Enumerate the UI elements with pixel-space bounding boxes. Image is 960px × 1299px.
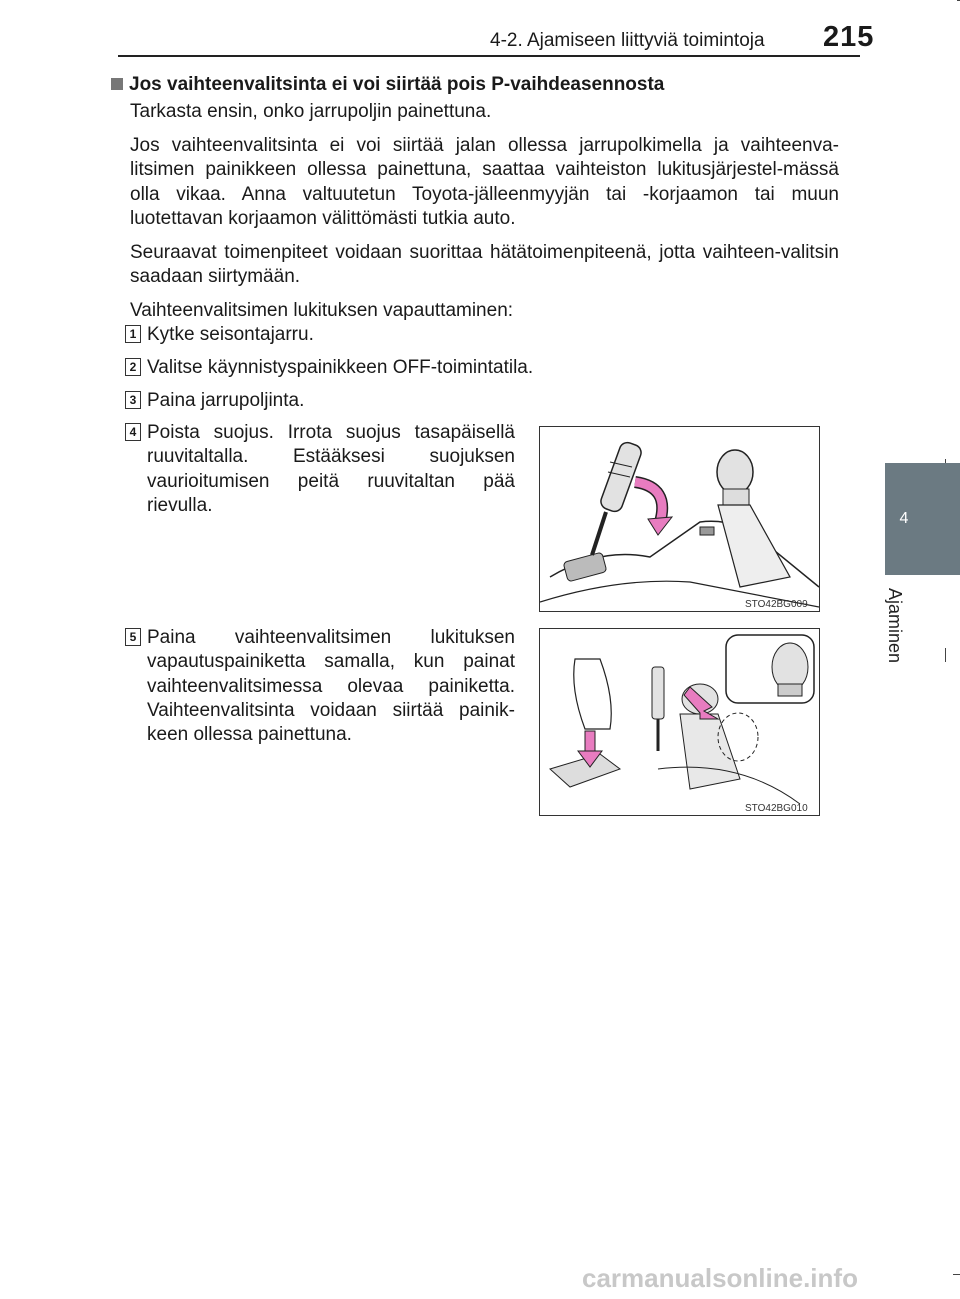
paragraph: Tarkasta ensin, onko jarrupoljin painettuna.: [130, 101, 492, 122]
step-text: Poista suojus. Irrota suojus tasapäisellä ruuvitaltalla. Estääksesi suojuksen vaurioitumisen peitä ruuvitaltan pää rievulla.: [147, 422, 515, 516]
paragraph: Vaihteenvalitsimen lukituksen vapauttaminen:: [130, 300, 514, 321]
step-text: Paina jarrupoljinta.: [147, 390, 305, 411]
figure-code: STO42BG009: [745, 599, 808, 610]
page-number: 215: [823, 21, 875, 53]
paragraph: Jos vaihteenvalitsinta ei voi siirtää jalan ollessa jarrupolkimella ja vaihteenva-litsimen painikkeen ollessa painettuna, saattaa vaihteiston lukitusjärjestel-mässä olla vikaa. Anna valtuutetun Toyota-jälleenmyyjän tai -korjaamon tai muun luotettavan korjaamon välittömästi tutkia auto.: [130, 135, 839, 229]
step-number: 5: [125, 628, 141, 646]
shift-lock-release-illustration: [540, 629, 819, 815]
subsection-heading-text: Jos vaihteenvalitsinta ei voi siirtää pois P-vaihdeasennosta: [129, 74, 665, 95]
step-number: 3: [125, 391, 141, 409]
figure-screwdriver-cover: [539, 426, 820, 612]
footer-watermark: carmanualsonline.info: [582, 1263, 858, 1293]
step-text: Valitse käynnistyspainikkeen OFF-toimintatila.: [147, 357, 534, 378]
step-number: 2: [125, 358, 141, 376]
square-bullet-icon: [111, 78, 123, 90]
crop-mark: [953, 1274, 960, 1275]
screwdriver-cover-illustration: [540, 427, 819, 611]
crop-mark: [945, 648, 946, 662]
step-text: Kytke seisontajarru.: [147, 324, 314, 345]
figure-shift-lock-release: [539, 628, 820, 816]
chapter-tab-label: Ajaminen: [885, 588, 905, 664]
step-text: Paina vaihteenvalitsimen lukituksen vapautuspainiketta samalla, kun painat vaihteenvalitsimessa olevaa painiketta. Vaihteenvalitsinta voidaan siirtää painik-keen ollessa painettuna.: [147, 627, 515, 746]
step-number: 1: [125, 325, 141, 343]
header-rule: [118, 55, 860, 57]
paragraph: Seuraavat toimenpiteet voidaan suorittaa hätätoimenpiteenä, jotta vaihteen-valitsin saadaan siirtymään.: [130, 242, 839, 288]
figure-code: STO42BG010: [745, 803, 808, 814]
subsection-heading: [111, 74, 664, 96]
section-title: 4-2. Ajamiseen liittyviä toimintoja: [490, 30, 765, 51]
chapter-tab-number: 4: [899, 510, 909, 527]
step-number: 4: [125, 423, 141, 441]
